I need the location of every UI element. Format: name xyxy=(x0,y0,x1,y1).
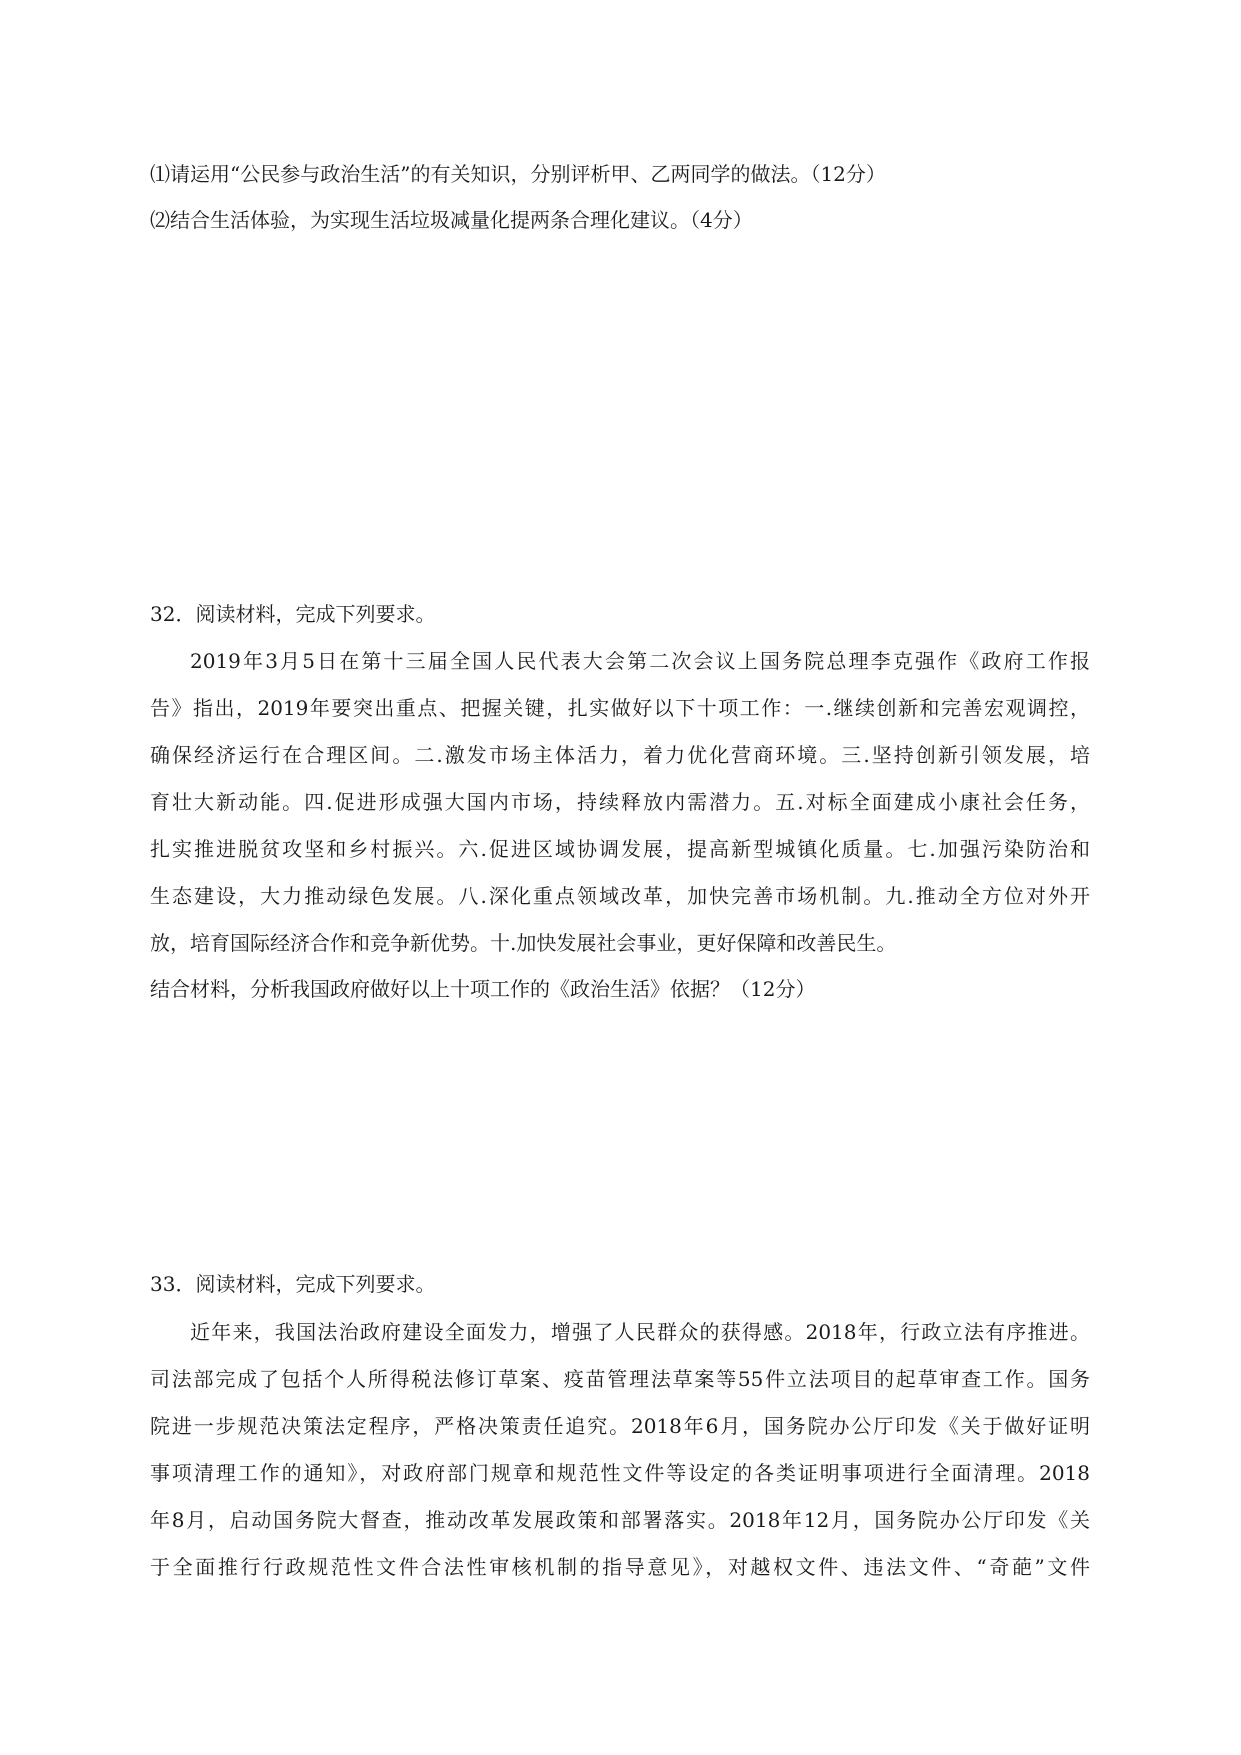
q32-material-line: 告》指出，2019年要突出重点、把握关键，扎实做好以下十项工作：一.继续创新和完善宏观调控， xyxy=(150,696,1090,720)
q32-material-line: 确保经济运行在合理区间。二.激发市场主体活力，着力优化营商环境。三.坚持创新引领发展，培 xyxy=(150,743,1090,767)
q32-material-line: 育壮大新动能。四.促进形成强大国内市场，持续释放内需潜力。五.对标全面建成小康社会任务， xyxy=(150,790,1090,814)
q32-material-line: 放，培育国际经济合作和竞争新优势。十.加快发展社会事业，更好保障和改善民生。 xyxy=(150,931,897,955)
q32-material-line: 扎实推进脱贫攻坚和乡村振兴。六.促进区域协调发展，提高新型城镇化质量。七.加强污染防治和 xyxy=(150,837,1090,861)
q32-heading: 32．阅读材料，完成下列要求。 xyxy=(150,602,436,626)
q33-material-line: 司法部完成了包括个人所得税法修订草案、疫苗管理法草案等55件立法项目的起草审查工作。国务 xyxy=(150,1367,1090,1391)
q32-material-line: 2019年3月5日在第十三届全国人民代表大会第二次会议上国务院总理李克强作《政府工作报 xyxy=(190,649,1090,673)
q33-material-line: 院进一步规范决策法定程序，严格决策责任追究。2018年6月，国务院办公厅印发《关于做好证明 xyxy=(150,1414,1090,1438)
q32-question: 结合材料，分析我国政府做好以上十项工作的《政治生活》依据？（12分） xyxy=(150,977,816,1001)
q32-material-line: 生态建设，大力推动绿色发展。八.深化重点领域改革，加快完善市场机制。九.推动全方位对外开 xyxy=(150,884,1090,908)
q31-sub-question-2: ⑵结合生活体验，为实现生活垃圾减量化提两条合理化建议。（4分） xyxy=(150,208,753,232)
q33-material-line: 于全面推行行政规范性文件合法性审核机制的指导意见》，对越权文件、违法文件、“奇葩”文件 xyxy=(150,1555,1090,1579)
q33-heading: 33．阅读材料，完成下列要求。 xyxy=(150,1272,436,1296)
q33-material-line: 年8月，启动国务院大督查，推动改革发展政策和部署落实。2018年12月，国务院办公厅印发《关 xyxy=(150,1508,1090,1532)
q33-material-line: 事项清理工作的通知》，对政府部门规章和规范性文件等设定的各类证明事项进行全面清理。2018 xyxy=(150,1461,1090,1485)
q31-sub-question-1: ⑴请运用“公民参与政治生活”的有关知识，分别评析甲、乙两同学的做法。（12分） xyxy=(150,162,886,186)
q33-material-line: 近年来，我国法治政府建设全面发力，增强了人民群众的获得感。2018年，行政立法有序推进。 xyxy=(190,1320,1090,1344)
